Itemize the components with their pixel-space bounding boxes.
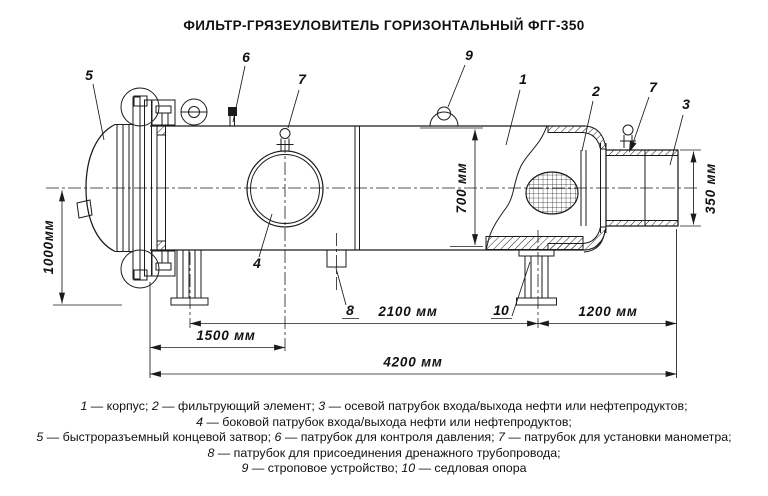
callout-gauge-port-left: 7 xyxy=(298,71,306,87)
dimension-1500-label: 1500 мм xyxy=(196,328,256,343)
sling-lug xyxy=(430,107,458,126)
page-title: ФИЛЬТР-ГРЯЗЕУЛОВИТЕЛЬ ГОРИЗОНТАЛЬНЫЙ ФГГ-350 xyxy=(183,18,585,33)
dimension-nozzle-diameter xyxy=(694,152,719,225)
drain-port xyxy=(327,233,346,290)
saddle-left xyxy=(171,250,208,328)
callout-drain-port: 8 xyxy=(346,302,354,318)
callout-numbers xyxy=(85,47,690,318)
callout-saddle: 10 xyxy=(493,302,509,318)
legend-line: 8 — патрубок для присоединения дренажного трубопровода; xyxy=(207,445,561,460)
dimension-shell-label: 700 мм xyxy=(454,162,469,214)
dimension-closure-to-side-nozzle xyxy=(150,328,285,348)
dimension-nozzle-label: 350 мм xyxy=(703,162,718,215)
dimension-height-label: 1000мм xyxy=(41,219,56,275)
callout-leaders xyxy=(93,65,683,319)
dimension-overall-label: 4200 мм xyxy=(383,354,443,370)
callout-side-nozzle: 4 xyxy=(253,255,261,271)
callout-pressure-port: 6 xyxy=(242,49,250,65)
legend-line: 4 — боковой патрубок входа/выхода нефти или нефтепродуктов; xyxy=(196,414,572,429)
closure-hinge xyxy=(181,99,207,125)
dimension-overall-length xyxy=(150,355,677,375)
callout-filter-element: 2 xyxy=(592,83,600,99)
callout-axial-nozzle: 3 xyxy=(682,96,690,112)
filter-element xyxy=(526,150,586,226)
callout-gauge-port-right: 7 xyxy=(649,79,657,95)
dimension-saddle-to-end xyxy=(538,304,677,324)
callout-closure: 5 xyxy=(85,67,93,83)
dimension-height xyxy=(41,191,62,304)
legend-line: 9 — строповое устройство; 10 — седловая опора xyxy=(241,461,527,476)
legend-line: 1 — корпус; 2 — фильтрующий элемент; 3 — осевой патрубок входа/выхода нефти или нефтепродуктов; xyxy=(80,399,688,413)
callout-body: 1 xyxy=(519,71,527,87)
dimension-saddle-to-end-label: 1200 мм xyxy=(578,304,638,319)
callout-sling-lug: 9 xyxy=(465,47,473,63)
dimension-saddle-span-label: 2100 мм xyxy=(378,304,438,319)
side-nozzle xyxy=(247,140,323,352)
legend xyxy=(0,399,768,477)
legend-line: 5 — быстроразъемный концевой затвор; 6 — патрубок для контроля давления; 7 — патрубок для установки манометра; xyxy=(36,430,732,445)
head-bracket xyxy=(77,200,92,218)
dimension-saddle-span xyxy=(190,304,538,324)
dimension-shell-diameter xyxy=(454,130,475,246)
